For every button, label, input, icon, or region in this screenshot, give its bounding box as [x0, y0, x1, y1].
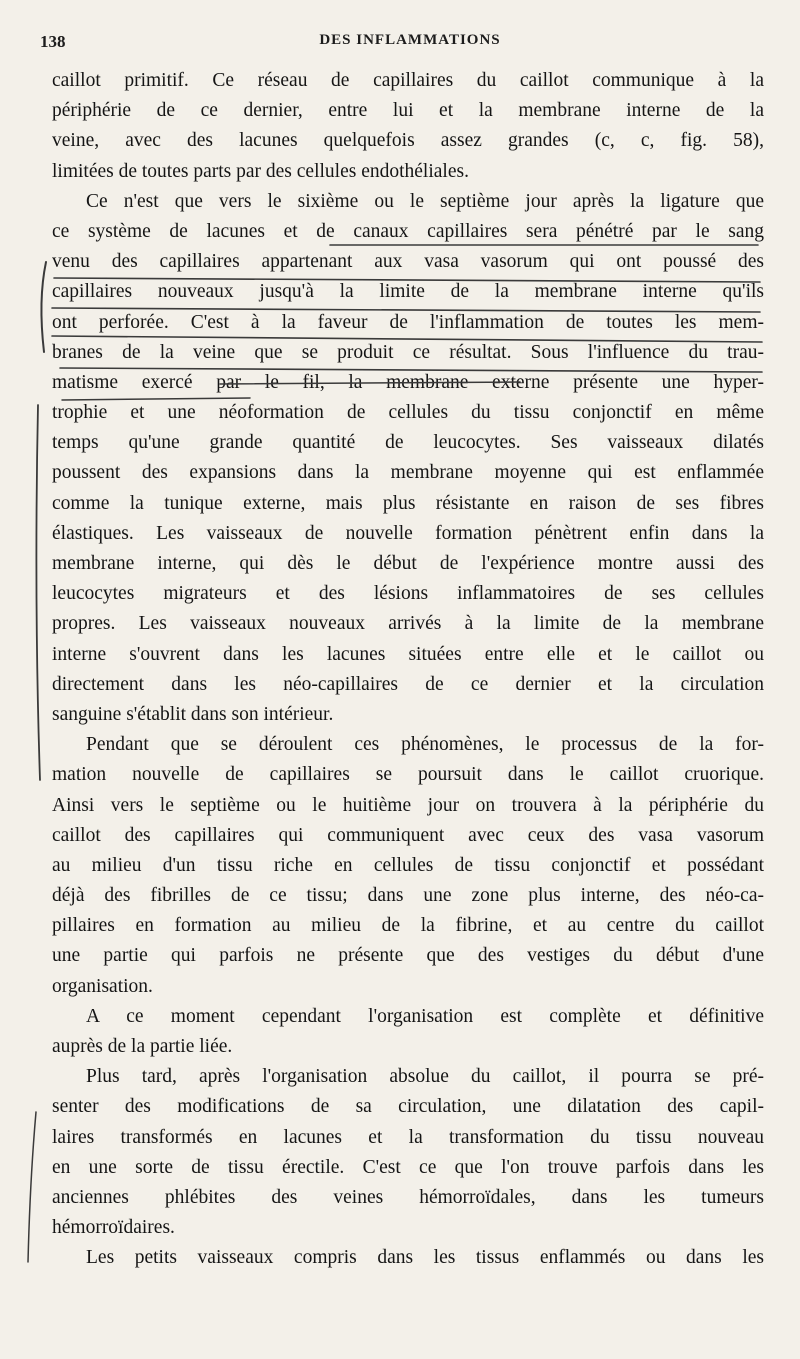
text-line: propres. Les vaisseaux nouveaux arrivés à la limite de la membrane [52, 613, 764, 635]
text-line: senter des modifications de sa circulation, une dilatation des capil- [52, 1096, 764, 1118]
text-line: hémorroïdaires. [52, 1217, 175, 1239]
body-text [52, 66, 764, 1274]
text-line: interne s'ouvrent dans les lacunes situées entre elle et le caillot ou [52, 643, 764, 665]
text-line: temps qu'une grande quantité de leucocytes. Ses vaisseaux dilatés [52, 432, 764, 454]
pencil-margin-bracket [41, 262, 46, 352]
text-line: élastiques. Les vaisseaux de nouvelle formation pénètrent enfin dans la [52, 522, 764, 544]
text-line: sanguine s'établit dans son intérieur. [52, 703, 334, 725]
text-line: venu des capillaires appartenant aux vasa vasorum qui ont poussé des [52, 251, 764, 273]
text-line: auprès de la partie liée. [52, 1036, 233, 1057]
page-number: 138 [40, 32, 66, 51]
text-line: capillaires nouveaux jusqu'à la limite de la membrane interne qu'ils [52, 281, 764, 303]
text-line: déjà des fibrilles de ce tissu; dans une zone plus interne, des néo-ca- [52, 885, 764, 907]
running-title: DES INFLAMMATIONS [319, 32, 501, 48]
text-line: Ainsi vers le septième ou le huitième jour on trouvera à la périphérie du [52, 794, 764, 816]
text-line: comme la tunique externe, mais plus résistante en raison de ses fibres [52, 492, 764, 514]
text-line: branes de la veine que se produit ce résultat. Sous l'influence du trau- [52, 341, 764, 363]
text-line: leucocytes migrateurs et des lésions inflammatoires de ses cellules [52, 583, 764, 605]
text-line: veine, avec des lacunes quelquefois assez grandes (c, c, fig. 58), [52, 130, 764, 152]
text-line: matisme exercé par le fil, la membrane externe présente une hyper- [52, 371, 764, 393]
text-line: Ce n'est que vers le sixième ou le septième jour après la ligature que [86, 190, 764, 212]
text-line: limitées de toutes parts par des cellules endothéliales. [52, 160, 469, 182]
pencil-margin-line [28, 1112, 36, 1262]
text-line: périphérie de ce dernier, entre lui et la membrane interne de la [52, 100, 764, 122]
text-line: ce système de lacunes et de canaux capillaires sera pénétré par le sang [52, 220, 764, 242]
text-line: trophie et une néoformation de cellules du tissu conjonctif en même [52, 402, 764, 424]
text-line: Plus tard, après l'organisation absolue du caillot, il pourra se pré- [86, 1066, 764, 1088]
text-line: A ce moment cependant l'organisation est complète et définitive [86, 1005, 764, 1027]
text-line: une partie qui parfois ne présente que des vestiges du début d'une [52, 945, 764, 967]
text-line: Pendant que se déroulent ces phénomènes, le processus de la for- [86, 734, 764, 756]
text-line: ont perforée. C'est à la faveur de l'inflammation de toutes les mem- [52, 311, 764, 333]
text-line: membrane interne, qui dès le début de l'expérience montre aussi des [52, 553, 764, 574]
text-line: Les petits vaisseaux compris dans les tissus enflammés ou dans les [86, 1247, 764, 1269]
text-line: organisation. [52, 975, 153, 997]
text-line: directement dans les néo-capillaires de ce dernier et la circulation [52, 673, 764, 695]
text-line: caillot primitif. Ce réseau de capillaires du caillot communique à la [52, 70, 764, 91]
text-line: laires transformés en lacunes et la transformation du tissu nouveau [52, 1126, 764, 1148]
pencil-margin-line [36, 405, 40, 780]
text-line: en une sorte de tissu érectile. C'est ce que l'on trouve parfois dans les [52, 1156, 764, 1178]
text-line: mation nouvelle de capillaires se poursuit dans le caillot cruorique. [52, 764, 764, 786]
page-header [40, 32, 780, 56]
text-line: pillaires en formation au milieu de la fibrine, et au centre du caillot [52, 915, 764, 937]
text-line: anciennes phlébites des veines hémorroïdales, dans les tumeurs [52, 1186, 764, 1208]
text-line: poussent des expansions dans la membrane moyenne qui est enflammée [52, 462, 764, 484]
text-line: caillot des capillaires qui communiquent avec ceux des vasa vasorum [52, 824, 764, 846]
text-line: au milieu d'un tissu riche en cellules de tissu conjonctif et possédant [52, 854, 764, 876]
